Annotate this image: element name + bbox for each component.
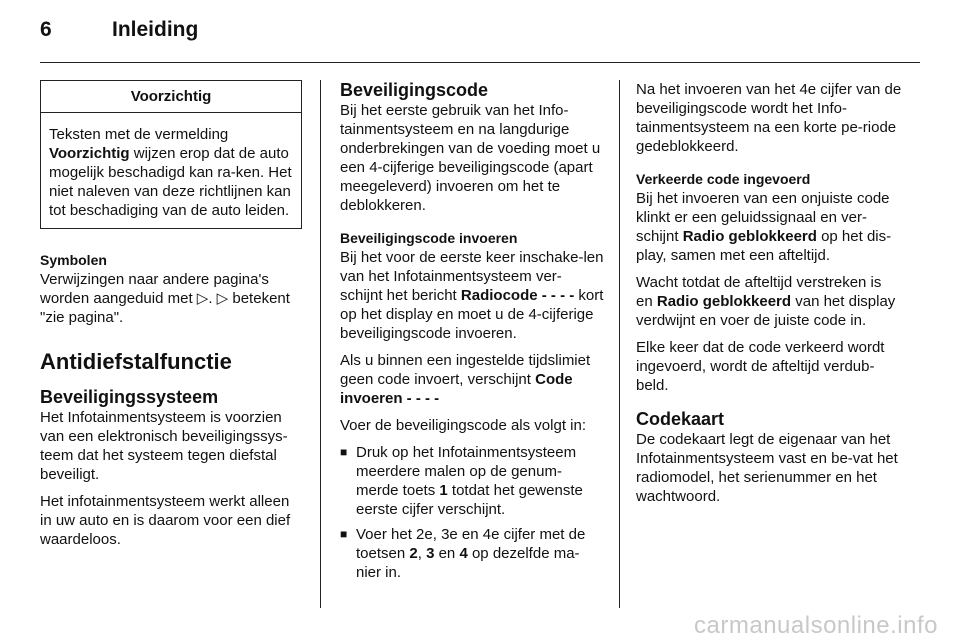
caution-text-1: Teksten met de vermelding (49, 126, 229, 143)
symbolen-paragraph (40, 270, 302, 327)
text: Wacht totdat de afteltijd verstreken is en (636, 274, 882, 310)
paragraph: Na het invoeren van het 4e cijfer van de beveiligingscode wordt het Info-tainmentsysteem na een korte pe-riode gedeblokkeerd. (636, 81, 902, 155)
symbolen-text-2: betekent "zie pagina". (40, 290, 290, 326)
column-2 (340, 80, 604, 588)
column-divider (619, 80, 620, 608)
text: totdat het gewenste eerste cijfer verschijnt. (356, 482, 583, 518)
display-message: Radio geblokkeerd (682, 228, 817, 245)
paragraph: Het infotainmentsysteem werkt alleen in uw auto en is daarom voor een dief waardeloos. (40, 493, 291, 548)
paragraph: Voer de beveiligingscode als volgt in: (340, 417, 586, 434)
display-message: Radio geblokkeerd (656, 293, 792, 310)
list-item: ■ Voer het 2e, 3e en 4e cijfer met de toetsen 2, 3 en 4 op dezelfde ma-nier in. (340, 525, 604, 582)
paragraph (636, 189, 902, 265)
key-label: 3 (426, 545, 435, 562)
subheading: Beveiligingscode invoeren (340, 230, 518, 246)
symbolen-text-1: Verwijzingen naar andere pagina's worden aangeduid met (40, 271, 269, 307)
column-3 (636, 80, 902, 514)
text: van het display verdwijnt en voer de juiste code in. (636, 293, 896, 329)
paragraph: Bij het eerste gebruik van het Info-tainmentsysteem en na langdurige onderbrekingen van de voeding moet u een 4-cijferige beveiligingscode (apart meegeleverd) invoeren om het te deblokkeren. (340, 102, 601, 214)
caution-text-2: wijzen erop dat de auto mogelijk beschadigd kan ra-ken. Het niet naleven van deze richtlijnen kan tot beschadiging van de auto leiden. (49, 145, 292, 219)
text: op het dis-play, samen met een afteltijd. (636, 228, 892, 264)
display-message: Radiocode - - - - (460, 287, 575, 304)
page-reference-icon: ▷ (216, 290, 229, 307)
key-label: 1 (439, 482, 448, 499)
steps-list (340, 443, 604, 582)
paragraph: Elke keer dat de code verkeerd wordt ingevoerd, wordt de afteltijd verdub-beld. (636, 339, 885, 394)
caution-body (41, 113, 301, 228)
header-divider (40, 62, 920, 63)
text: Druk op het Infotainmentsysteem meerdere malen op de genum-merde toets (356, 444, 577, 499)
caution-box (40, 80, 302, 229)
paragraph: Het Infotainmentsysteem is voorzien van een elektronisch beveiligingssys-teem dat het systeem tegen diefstal beveiligt. (40, 409, 288, 483)
text: op dezelfde ma-nier in. (356, 545, 580, 581)
subsection-title: Beveiligingscode (340, 80, 489, 100)
text: Voer het 2e, 3e en 4e cijfer met de toetsen (356, 526, 586, 562)
symbolen-heading: Symbolen (40, 252, 107, 268)
text: kort op het display en moet u de 4-cijferige beveiligingscode invoeren. (340, 287, 604, 342)
paragraph: De codekaart legt de eigenaar van het Infotainmentsysteem vast en be-vat het radiomodel, het serienummer en het wachtwoord. (636, 431, 898, 505)
column-divider (320, 80, 321, 608)
subsection-title: Codekaart (636, 409, 725, 429)
subheading: Verkeerde code ingevoerd (636, 171, 811, 187)
display-message: Code invoeren - - - - (340, 371, 573, 407)
key-label: 4 (459, 545, 468, 562)
caution-title: Voorzichtig (41, 81, 301, 113)
caution-keyword: Voorzichtig (49, 145, 130, 162)
paragraph (340, 248, 604, 343)
text: Bij het invoeren van een onjuiste code klinkt er een geluidssignaal en ver-schijnt (636, 190, 890, 245)
text: Bij het voor de eerste keer inschake-len van het Infotainmentsysteem ver-schijnt het bericht (340, 249, 604, 304)
page-reference-icon: ▷. (196, 290, 213, 307)
page-number: 6 (40, 18, 52, 41)
text: en (438, 545, 456, 562)
chapter-title: Inleiding (112, 18, 199, 41)
column-1 (40, 80, 302, 557)
list-item (340, 443, 604, 519)
watermark: carmanualsonline.info (694, 612, 938, 639)
text: Als u binnen een ingestelde tijdslimiet geen code invoert, verschijnt (340, 352, 591, 388)
key-label: 2 (409, 545, 418, 562)
section-title: Antidiefstalfunctie (40, 349, 232, 374)
paragraph (636, 273, 902, 330)
page-header (40, 18, 198, 42)
paragraph (340, 351, 604, 408)
subsection-title: Beveiligingssysteem (40, 387, 219, 407)
